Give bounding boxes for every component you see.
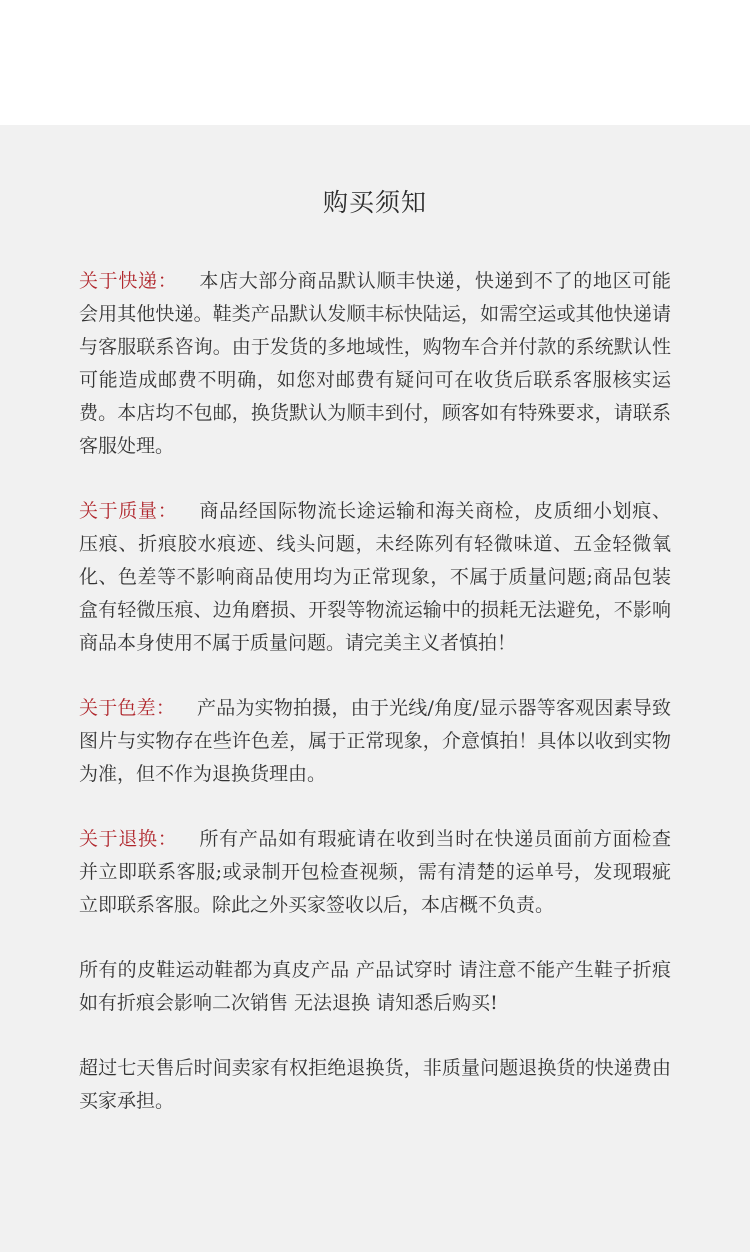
quality-notice: [79, 495, 671, 660]
quality-text: 商品经国际物流长途运输和海关商检，皮质细小划痕、压痕、折痕胶水痕迹、线头问题，未经陈列有轻微味道、五金轻微氧化、色差等不影响商品使用均为正常现象，不属于质量问题;商品包装盒有轻微压痕、边角磨损、开裂等物流运输中的损耗无法避免，不影响商品本身使用不属于质量问题。请完美主义者慎拍！: [79, 500, 671, 654]
returns-label: 关于退换：: [79, 828, 178, 850]
color-difference-notice: [79, 692, 671, 791]
notice-list: [79, 265, 671, 1118]
after-sales-note: 超过七天售后时间卖家有权拒绝退换货，非质量问题退换货的快递费由买家承担。: [79, 1057, 671, 1112]
shipping-text: 本店大部分商品默认顺丰快递，快递到不了的地区可能会用其他快递。鞋类产品默认发顺丰标快陆运，如需空运或其他快递请与客服联系咨询。由于发货的多地域性，购物车合并付款的系统默认性可能造成邮费不明确，如您对邮费有疑问可在收货后联系客服核实运费。本店均不包邮，换货默认为顺丰到付，顾客如有特殊要求，请联系客服处理。: [79, 270, 671, 457]
leather-shoes-note: 所有的皮鞋运动鞋都为真皮产品 产品试穿时 请注意不能产生鞋子折痕 如有折痕会影响二次销售 无法退换 请知悉后购买!: [79, 959, 671, 1014]
color-difference-label: 关于色差：: [79, 697, 176, 719]
purchase-notice-panel: [0, 125, 750, 1252]
returns-text: 所有产品如有瑕疵请在收到当时在快递员面前方面检查并立即联系客服;或录制开包检查视频，需有清楚的运单号，发现瑕疵立即联系客服。除此之外买家签收以后，本店概不负责。: [79, 828, 671, 916]
shipping-label: 关于快递：: [79, 270, 178, 292]
color-difference-text: 产品为实物拍摄，由于光线/角度/显示器等客观因素导致图片与实物存在些许色差，属于正常现象，介意慎拍！具体以收到实物为准，但不作为退换货理由。: [79, 697, 671, 785]
page-title: 购买须知: [322, 188, 427, 217]
shipping-notice: [79, 265, 671, 463]
top-blank-area: [0, 0, 750, 125]
returns-notice: [79, 823, 671, 922]
quality-label: 关于质量：: [79, 500, 178, 522]
